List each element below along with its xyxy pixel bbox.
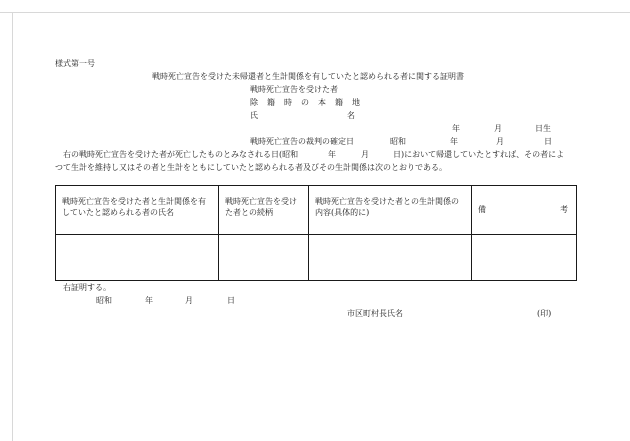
subject-heading: 戦時死亡宣告を受けた者 bbox=[250, 85, 338, 94]
judgment-year-unit: 年 bbox=[450, 137, 458, 146]
body-line-1b: 日)において帰還していたとすれば、その者によ bbox=[393, 150, 565, 159]
judgment-era: 昭和 bbox=[390, 137, 406, 146]
mayor-name-label: 市区町村長氏名 bbox=[347, 309, 403, 318]
header-remarks-column: 備 考 bbox=[472, 186, 577, 235]
seal-mark: (印) bbox=[537, 309, 552, 318]
domicile-label: 除 籍 時 の 本 籍 地 bbox=[250, 98, 360, 107]
document-title: 戦時死亡宣告を受けた未帰還者と生計関係を有していたと認められる者に関する証明書 bbox=[152, 72, 464, 81]
cell-remarks bbox=[472, 235, 577, 281]
page-frame-left bbox=[12, 12, 13, 441]
certification-day-unit: 日 bbox=[227, 296, 235, 305]
body-line-1a: 右の戦時死亡宣告を受けた者が死亡したものとみなされる日(昭和 bbox=[63, 150, 299, 159]
judgment-day-unit: 日 bbox=[544, 137, 552, 146]
judgment-date-label: 戦時死亡宣告の裁判の確定日 bbox=[250, 137, 354, 146]
certification-month-unit: 月 bbox=[185, 296, 193, 305]
header-name-column: 戦時死亡宣告を受けた者と生計関係を有していたと認められる者の氏名 bbox=[56, 186, 219, 235]
name-label-second: 名 bbox=[347, 111, 355, 120]
birth-year-unit: 年 bbox=[452, 124, 460, 133]
header-livelihood-column: 戦時死亡宣告を受けた者との生計関係の内容(具体的に) bbox=[309, 186, 472, 235]
header-relationship-column: 戦時死亡宣告を受けた者との続柄 bbox=[219, 186, 309, 235]
cell-relationship bbox=[219, 235, 309, 281]
table-row bbox=[56, 235, 577, 281]
page-frame-top bbox=[0, 12, 630, 13]
body-line-2: つて生計を維持し又はその者と生計をともにしていたと認められる者及びその生計関係は次のとおりである。 bbox=[55, 163, 447, 172]
judgment-month-unit: 月 bbox=[496, 137, 504, 146]
birth-day-unit: 日生 bbox=[535, 124, 551, 133]
body-line-1-year: 年 bbox=[328, 150, 336, 159]
certification-era: 昭和 bbox=[96, 296, 112, 305]
birth-month-unit: 月 bbox=[494, 124, 502, 133]
cell-livelihood bbox=[309, 235, 472, 281]
certification-year-unit: 年 bbox=[145, 296, 153, 305]
relations-table bbox=[55, 185, 577, 281]
certification-statement: 右証明する。 bbox=[63, 283, 111, 292]
body-line-1-month: 月 bbox=[361, 150, 369, 159]
form-number: 様式第一号 bbox=[55, 59, 95, 68]
table-header-row bbox=[56, 186, 577, 235]
name-label-first: 氏 bbox=[250, 111, 258, 120]
cell-name bbox=[56, 235, 219, 281]
